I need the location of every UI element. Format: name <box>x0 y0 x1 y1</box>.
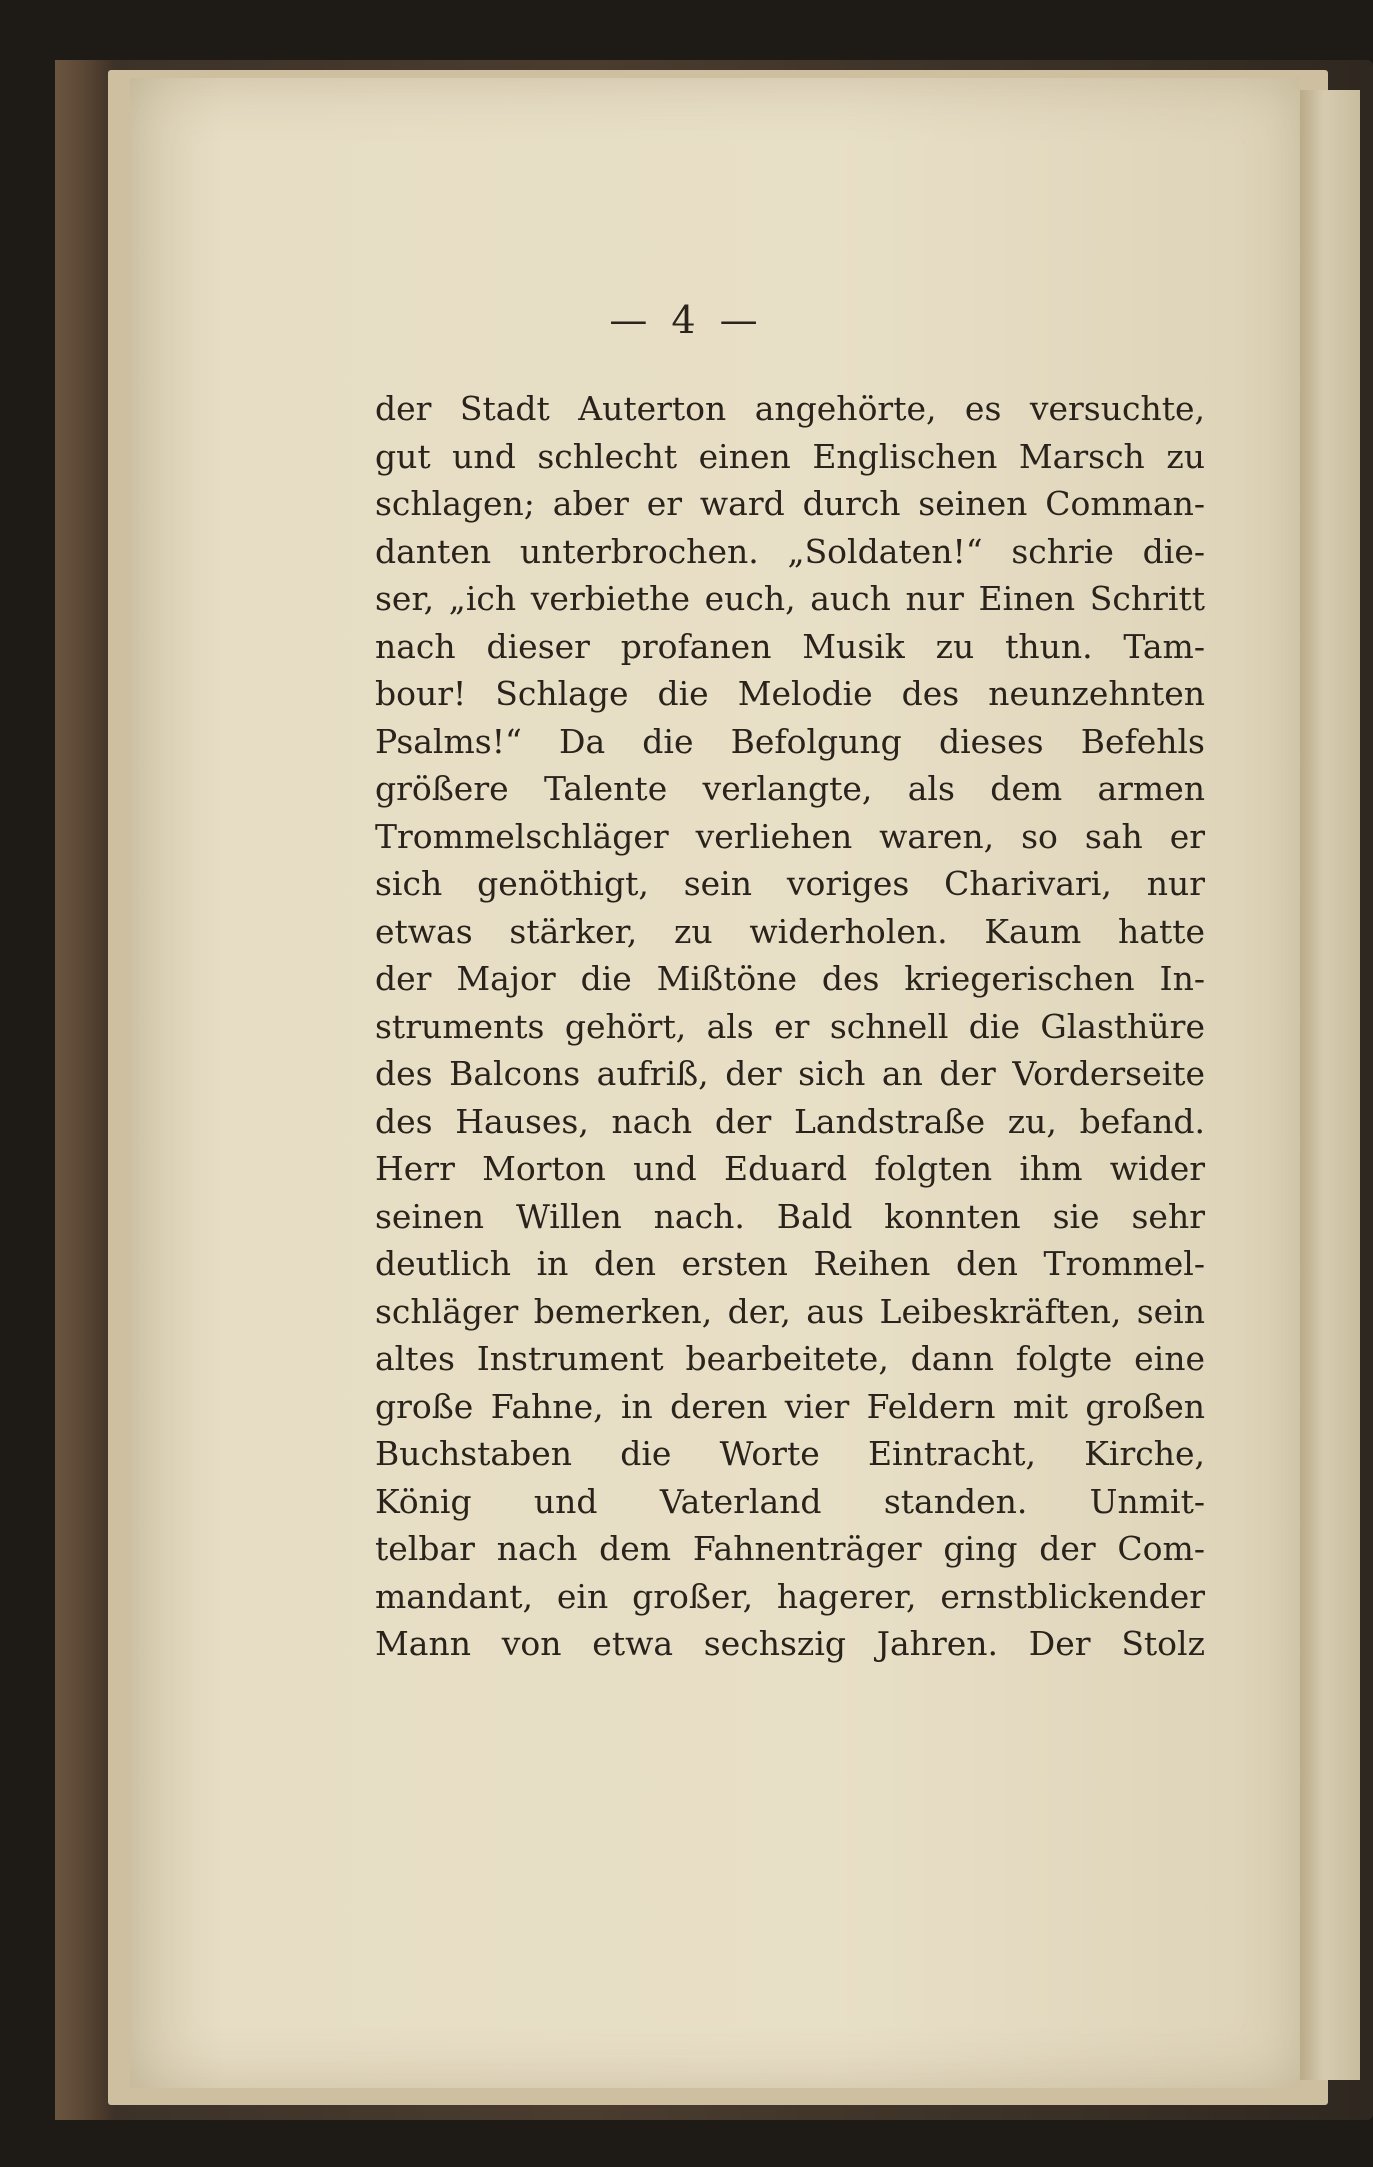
text-line: altes Instrument bearbeitete, dann folgte eine <box>375 1339 1205 1378</box>
page-text <box>375 385 1205 1668</box>
text-line: etwas stärker, zu widerholen. Kaum hatte <box>375 911 1205 951</box>
text-line: Buchstaben die Worte Eintracht, Kirche, <box>375 1434 1205 1473</box>
text-line: Trommelschläger verliehen waren, so sah er <box>375 816 1205 856</box>
text-line: deutlich in den ersten Reihen den Trommel- <box>375 1244 1205 1283</box>
text-line: Herr Morton und Eduard folgten ihm wider <box>375 1149 1205 1188</box>
text-line: große Fahne, in deren vier Feldern mit großen <box>375 1386 1205 1426</box>
text-line: schlagen; aber er ward durch seinen Comman- <box>375 484 1205 523</box>
text-line: gut und schlecht einen Englischen Marsch zu <box>375 436 1205 476</box>
text-line: nach dieser profanen Musik zu thun. Tam- <box>375 626 1205 666</box>
text-line: König und Vaterland standen. Unmit- <box>375 1481 1205 1521</box>
text-line: des Hauses, nach der Landstraße zu, befand. <box>375 1101 1205 1141</box>
text-line: telbar nach dem Fahnenträger ging der Com- <box>375 1529 1205 1568</box>
text-line: mandant, ein großer, hagerer, ernstblickender <box>375 1576 1205 1616</box>
text-line: bour! Schlage die Melodie des neunzehnten <box>375 674 1205 713</box>
text-line: struments gehört, als er schnell die Glasthüre <box>375 1006 1205 1046</box>
facing-page-edge <box>1300 90 1360 2080</box>
text-line: der Major die Mißtöne des kriegerischen In- <box>375 959 1205 998</box>
text-line: danten unterbrochen. „Soldaten!“ schrie die- <box>375 531 1205 571</box>
text-line: seinen Willen nach. Bald konnten sie sehr <box>375 1196 1205 1236</box>
text-line: schläger bemerken, der, aus Leibeskräften, sein <box>375 1291 1205 1331</box>
page-number: — 4 — <box>609 298 764 342</box>
text-line: sich genöthigt, sein voriges Charivari, nur <box>375 864 1205 903</box>
text-line: des Balcons aufriß, der sich an der Vorderseite <box>375 1054 1205 1093</box>
text-line: ser, „ich verbiethe euch, auch nur Einen Schritt <box>375 579 1205 618</box>
text-line: der Stadt Auterton angehörte, es versuchte, <box>375 389 1205 428</box>
book-spine-edge <box>55 60 115 2120</box>
text-line: größere Talente verlangte, als dem armen <box>375 769 1205 808</box>
text-line: Psalms!“ Da die Befolgung dieses Befehls <box>375 721 1205 761</box>
text-line: Mann von etwa sechszig Jahren. Der Stolz <box>375 1624 1205 1663</box>
